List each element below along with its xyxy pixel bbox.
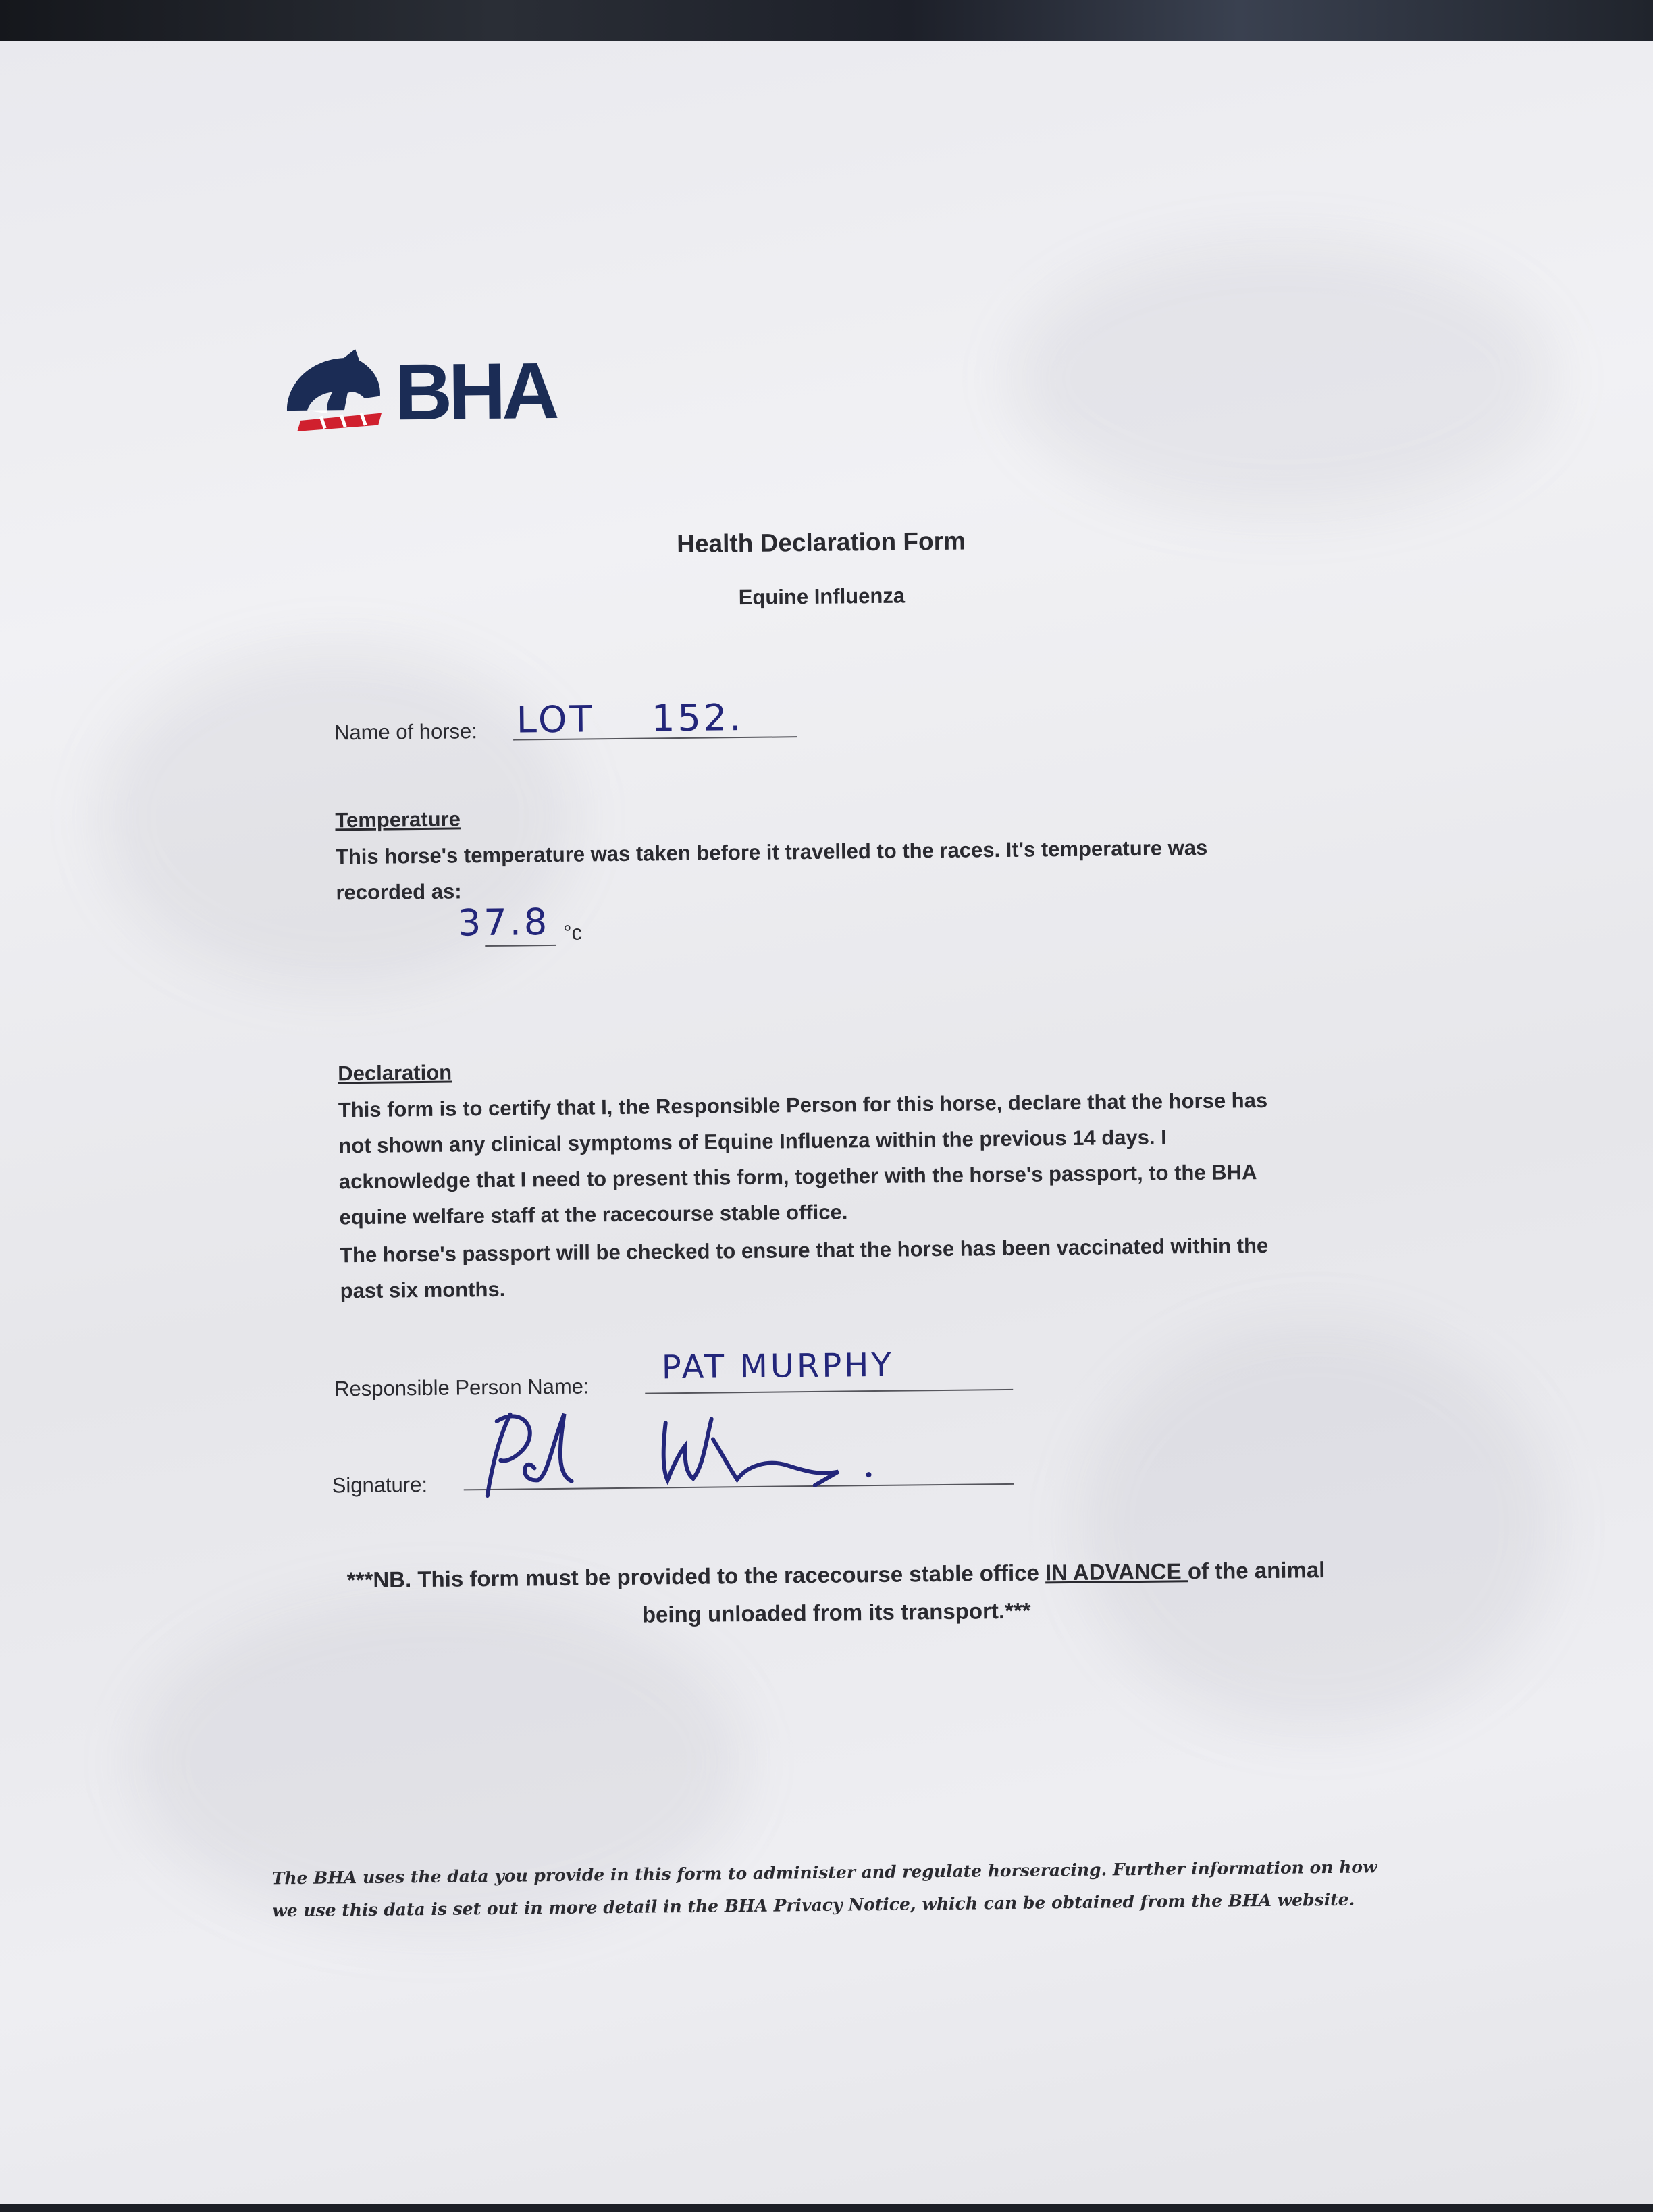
temperature-value: 37.8 bbox=[457, 901, 550, 945]
passport-paragraph: The horse's passport will be checked to ensure that the horse has been vaccinated within the past six months. bbox=[339, 1233, 1269, 1303]
temperature-heading: Temperature bbox=[335, 807, 461, 833]
form-paper bbox=[0, 41, 1653, 2204]
declaration-paragraph: This form is to certify that I, the Responsible Person for this horse, declare that the horse has not shown any clinical symptoms of Equine Influenza within the previous 14 days. I acknowledge that I need to present this form, together with the horse's passport, to the BHA equine welfare staff at the racecourse stable office. bbox=[338, 1088, 1268, 1230]
advance-notice-emphasis: IN ADVANCE bbox=[1045, 1558, 1188, 1585]
horse-name-label: Name of horse: bbox=[334, 719, 478, 745]
form-title: Health Declaration Form bbox=[677, 527, 966, 558]
temperature-text: This horse's temperature was taken before it travelled to the races. It's temperature was recorded as: bbox=[335, 835, 1208, 905]
advance-notice bbox=[323, 1551, 1350, 1637]
signature-label: Signature: bbox=[332, 1472, 428, 1498]
temperature-unit: °c bbox=[562, 920, 583, 945]
advance-notice-suffix: of the animal being unloaded from its transport.*** bbox=[641, 1557, 1326, 1627]
form-subtitle: Equine Influenza bbox=[738, 583, 906, 610]
logo-wordmark: BHA bbox=[394, 346, 556, 438]
form-content bbox=[0, 32, 1653, 2212]
declaration-heading: Declaration bbox=[338, 1060, 452, 1086]
signature-image bbox=[469, 1397, 889, 1509]
temperature-line bbox=[485, 945, 556, 947]
advance-notice-prefix: ***NB. This form must be provided to the racecourse stable office bbox=[346, 1560, 1046, 1593]
privacy-notice: The BHA uses the data you provide in this form to administer and regulate horseracing. Further information on how we use this data is set out in more detail in the BHA Privacy Notice, which can be obtained from the BHA website. bbox=[271, 1857, 1378, 1921]
responsible-person-value: PAT MURPHY bbox=[661, 1346, 894, 1387]
responsible-person-label: Responsible Person Name: bbox=[334, 1374, 589, 1401]
bha-logo bbox=[280, 344, 564, 441]
responsible-person-line bbox=[645, 1389, 1013, 1394]
horse-name-value: LOT 152. bbox=[516, 696, 744, 741]
horse-head-icon bbox=[280, 345, 388, 441]
